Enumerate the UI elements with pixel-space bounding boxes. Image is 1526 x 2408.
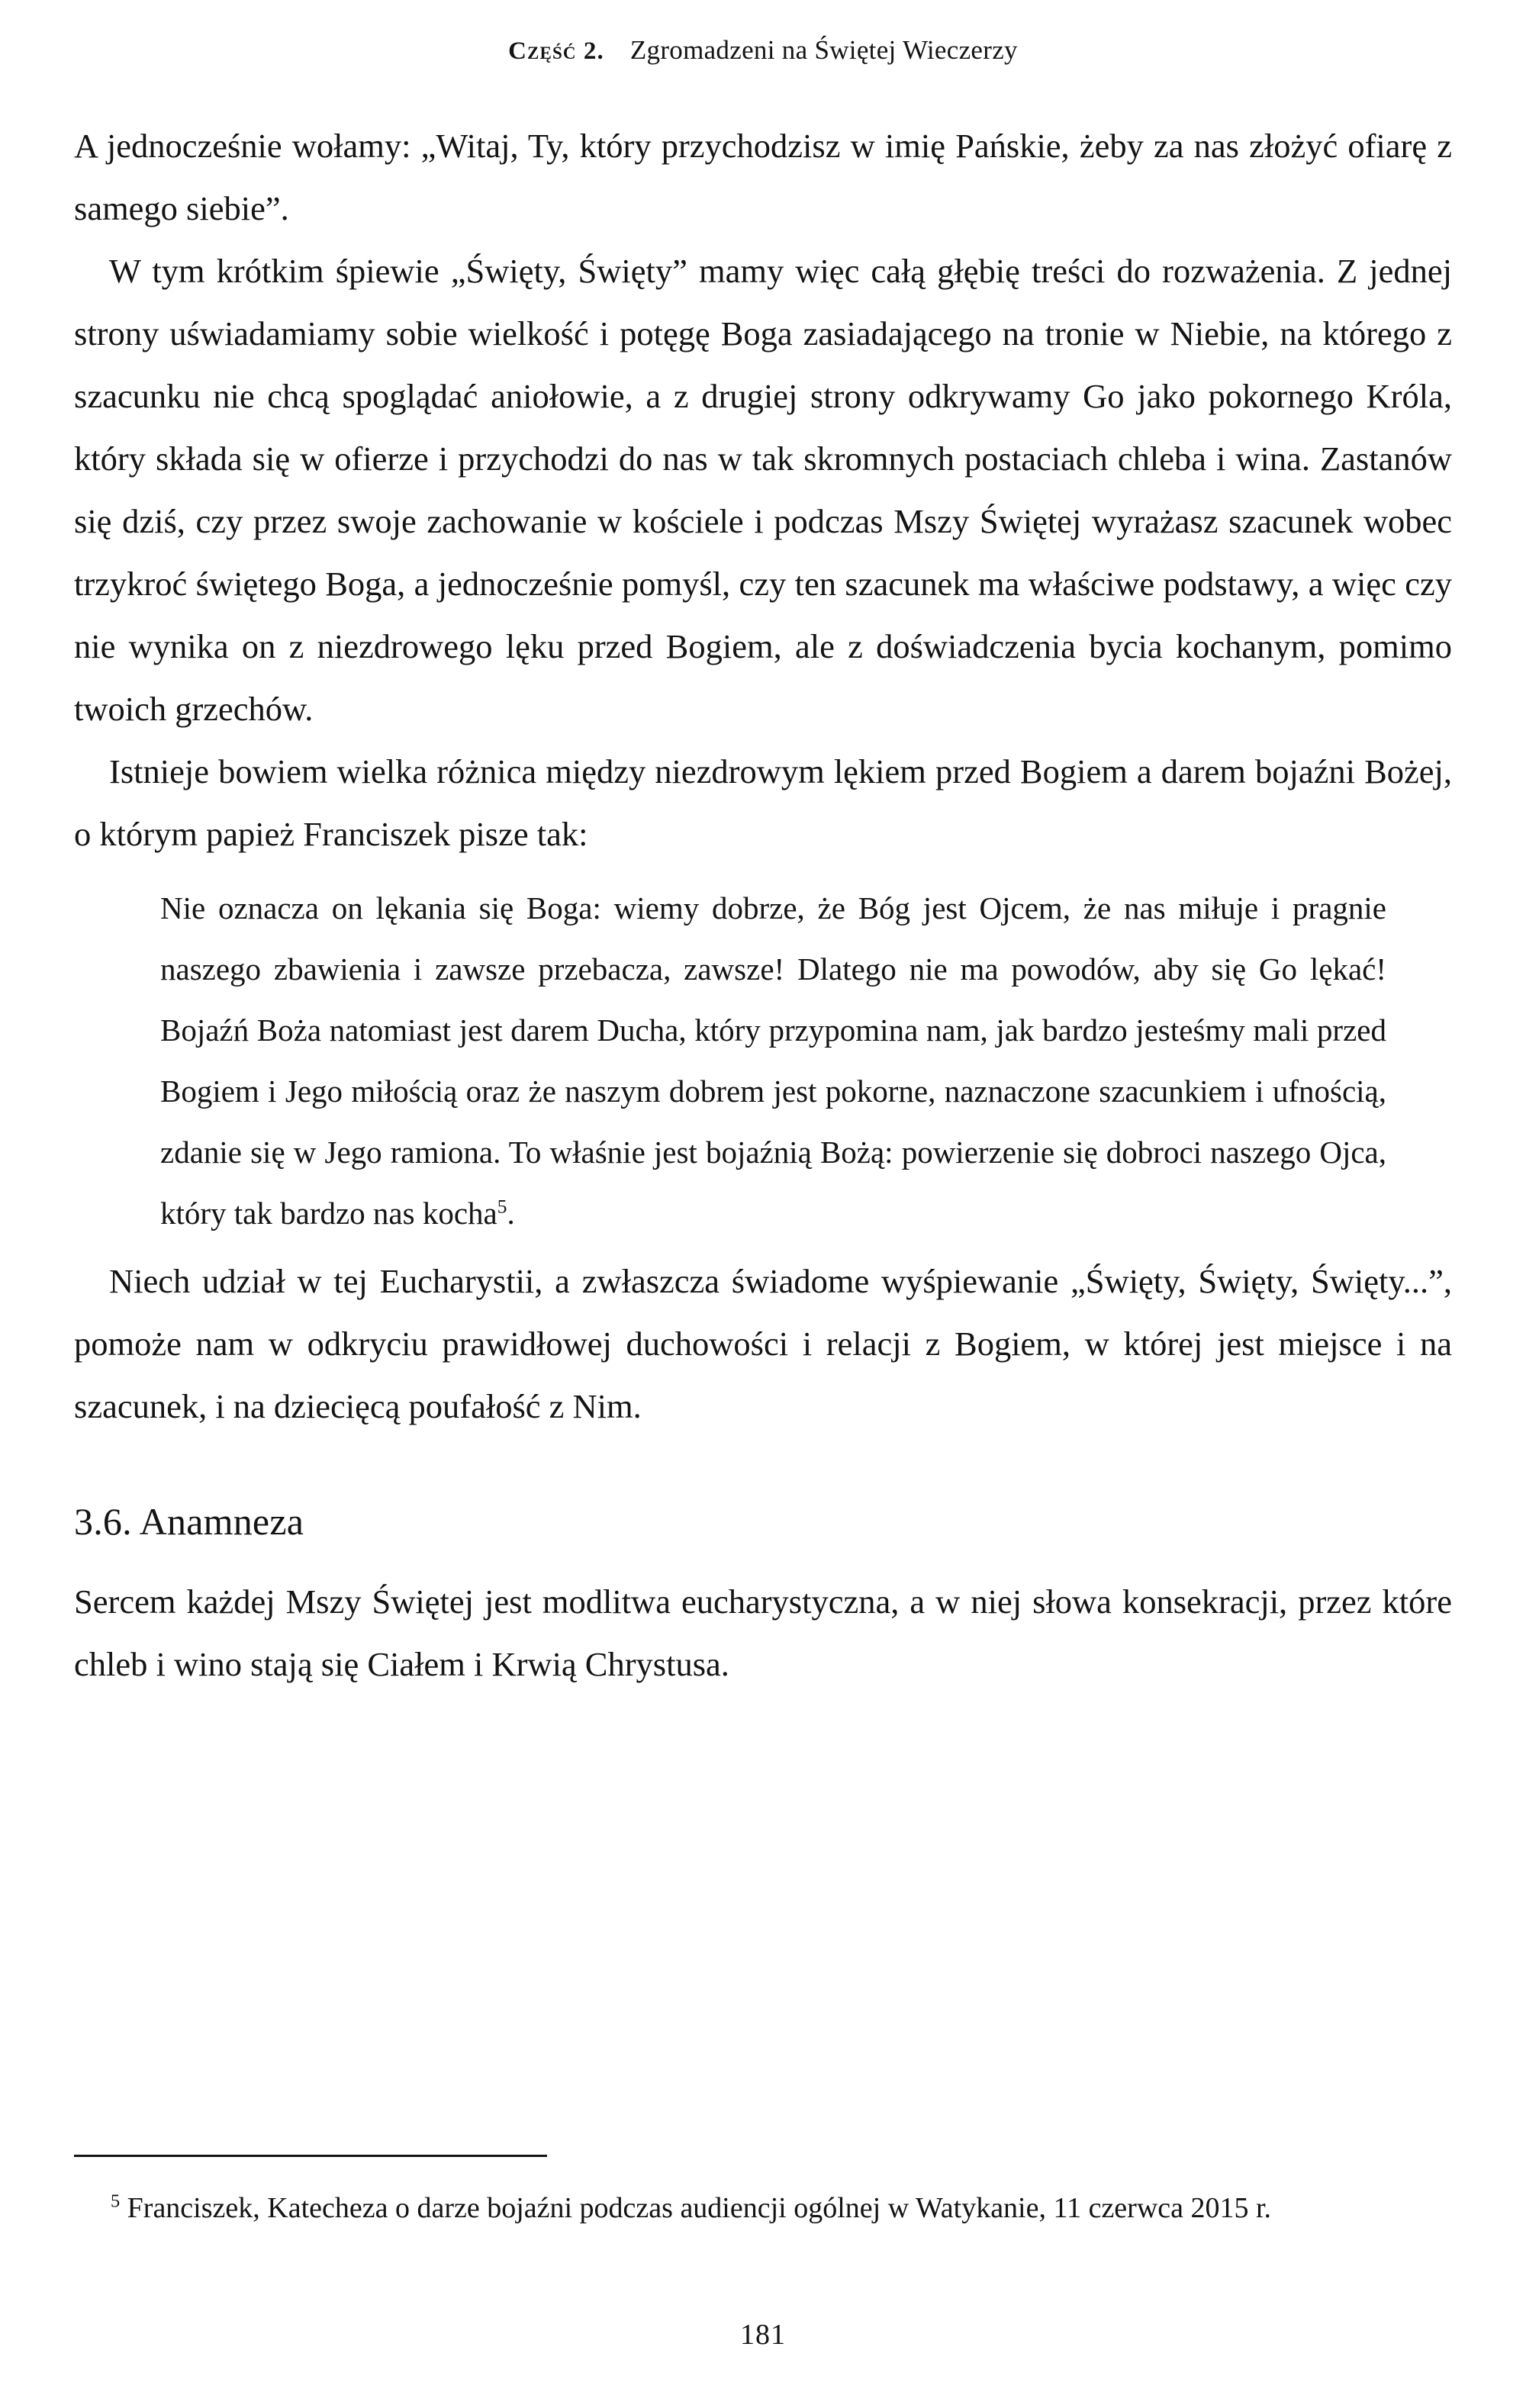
blockquote-text [160, 877, 1386, 1244]
heading-bottom-spacer [74, 1546, 1452, 1570]
paragraph-fear-vs-gift: Istnieje bowiem wielka różnica między niezdrowym lękiem przed Bogiem a darem bojaźni Bożej, o którym papież Franciszek pisze tak: [74, 752, 1452, 853]
page-number: 181 [740, 2319, 786, 2351]
running-header-title: Zgromadzeni na Świętej Wieczerzy [629, 35, 1018, 65]
heading-top-spacer [74, 1437, 1452, 1497]
footnote-area [74, 2155, 1452, 2233]
paragraph-intro: A jednocześnie wołamy: „Witaj, Ty, który przychodzisz w imię Pańskie, żeby za nas złożyć ofiarę z samego siebie”. [74, 127, 1452, 227]
paragraph-closing-exhortation: Niech udział w tej Eucharystii, a zwłaszcza świadome wyśpiewanie „Święty, Święty, Święty...”, pomoże nam w odkryciu prawidłowej duchowości i relacji z Bogiem, w której jest miejsce i na szacunek, i na dziecięcą poufałość z Nim. [74, 1262, 1452, 1425]
blockquote-pope-francis [74, 877, 1452, 1244]
footnote-text: Franciszek, Katecheza o darze bojaźni podczas audiencji ogólnej w Watykanie, 11 czerwca 2015 r. [127, 2192, 1272, 2224]
running-header-part: Część 2. [508, 37, 604, 65]
footnote-entry [74, 2183, 1452, 2233]
quote-top-spacer [74, 865, 1452, 873]
paragraph-sanctus-reflection: W tym krótkim śpiewie „Święty, Święty” mamy więc całą głębię treści do rozważenia. Z jednej strony uświadamiamy sobie wielkość i potęgę Boga zasiadającego na tronie w Niebie, na którego z szacunku nie chcą spoglądać aniołowie, a z drugiej strony odkrywamy Go jako pokornego Króla, który składa się w ofierze i przychodzi do nas w tak skromnych postaciach chleba i wina. Zastanów się dziś, czy przez swoje zachowanie w kościele i podczas Mszy Świętej wyrażasz szacunek wobec trzykroć świętego Boga, a jednocześnie pomyśl, czy ten szacunek ma właściwe podstawy, a więc czy nie wynika on z niezdrowego lęku przed Bogiem, ale z doświadczenia bycia kochanym, pomimo twoich grzechów. [74, 252, 1452, 728]
footnote-separator-rule [74, 2155, 547, 2157]
footnote-reference-marker[interactable]: 5 [497, 1196, 507, 1218]
blockquote-terminal-punctuation: . [507, 1196, 515, 1231]
blockquote-body: Nie oznacza on lękania się Boga: wiemy dobrze, że Bóg jest Ojcem, że nas miłuje i pragnie naszego zbawienia i zawsze przebacza, zawsze! Dlatego nie ma powodów, aby się Go lękać! Bojaźń Boża natomiast jest darem Ducha, który przypomina nam, jak bardzo jesteśmy mali przed Bogiem i Jego miłością oraz że naszym dobrem jest pokorne, naznaczone szacunkiem i ufnością, zdanie się w Jego ramiona. To właśnie jest bojaźnią Bożą: powierzenie się dobroci naszego Ojca, który tak bardzo nas kocha [160, 890, 1386, 1231]
running-header [0, 35, 1526, 66]
text-column [74, 114, 1452, 1695]
paragraph-anamneza-intro: Sercem każdej Mszy Świętej jest modlitwa eucharystyczna, a w niej słowa konsekracji, przez które chleb i wino stają się Ciałem i Krwią Chrystusa. [74, 1582, 1452, 1683]
quote-bottom-spacer [74, 1244, 1452, 1250]
section-heading-anamneza: 3.6. Anamneza [74, 1500, 304, 1543]
footnote-number: 5 [111, 2191, 121, 2212]
